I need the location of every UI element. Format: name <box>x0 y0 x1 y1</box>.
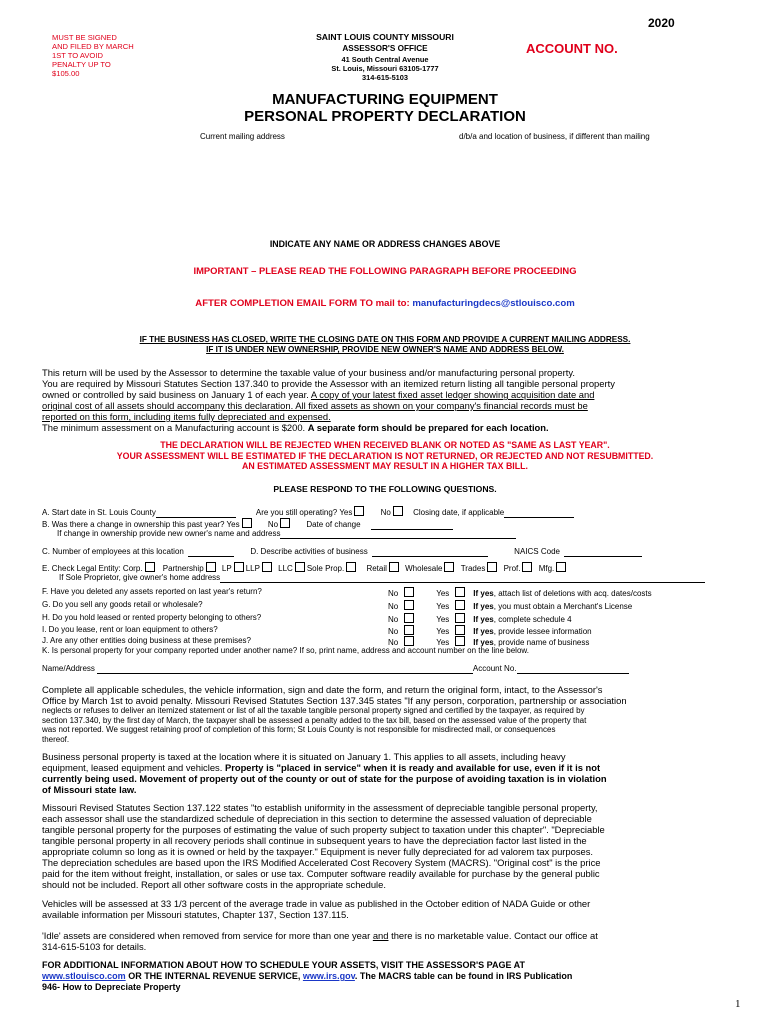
important-notice: IMPORTANT – PLEASE READ THE FOLLOWING PARAGRAPH BEFORE PROCEEDING <box>193 265 577 276</box>
other-name-address-field[interactable] <box>97 664 473 674</box>
question-b: B. Was there a change in ownership this past year? Yes No Date of change <box>42 518 453 530</box>
question-h-answers: No Yes If yes, complete schedule 4 <box>388 615 572 624</box>
naics-code-field[interactable] <box>564 547 642 557</box>
question-e-home-address: If Sole Proprietor, give owner's home address <box>59 573 705 583</box>
owner-home-address-field[interactable] <box>220 573 705 583</box>
g-yes-checkbox[interactable] <box>455 600 465 610</box>
mailing-address-label: Current mailing address <box>200 132 285 141</box>
entity-partnership-checkbox[interactable] <box>206 562 216 572</box>
j-yes-checkbox[interactable] <box>455 636 465 646</box>
irs-link[interactable]: www.irs.gov <box>302 971 355 981</box>
activities-field[interactable] <box>372 547 488 557</box>
stlouisco-link[interactable]: www.stlouisco.com <box>42 971 126 981</box>
question-i-answers: No Yes If yes, provide lessee information <box>388 627 592 636</box>
question-h: H. Do you hold leased or rented property belonging to others? <box>42 613 262 622</box>
additional-info-paragraph: FOR ADDITIONAL INFORMATION ABOUT HOW TO SCHEDULE YOUR ASSETS, VISIT THE ASSESSOR'S PAGE AT www.stlouisco.com OR THE INTERNAL REVENUE SERVICE, www.irs.gov. The MACRS table can be found in IRS Publication 946- How to Depreciate Property <box>42 960 573 992</box>
j-no-checkbox[interactable] <box>404 636 414 646</box>
i-yes-checkbox[interactable] <box>455 625 465 635</box>
f-yes-checkbox[interactable] <box>455 587 465 597</box>
question-b-owner: If change in ownership provide new owner's name and address <box>57 529 516 539</box>
filing-warning: MUST BE SIGNED AND FILED BY MARCH 1ST TO AVOID PENALTY UP TO $105.00 <box>52 33 134 78</box>
entity-sole-prop-checkbox[interactable] <box>346 562 356 572</box>
question-g-answers: No Yes If yes, you must obtain a Merchant's License <box>388 602 633 611</box>
employees-field[interactable] <box>188 547 234 557</box>
question-k: K. Is personal property for your company reported under another name? If so, print name, address and account number on the line below. <box>42 646 529 655</box>
type-wholesale-checkbox[interactable] <box>444 562 454 572</box>
still-operating-no-checkbox[interactable] <box>393 506 403 516</box>
intro-paragraph: This return will be used by the Assessor to determine the taxable value of your business and/or manufacturing personal property. You are required by Missouri Statutes Section 137.340 to provide the Assessor with an itemized return listing all tangible personal property owned or controlled by said business on January 1 of each year. A copy of your latest fixed asset ledger showing acquisition date and original cost of all assets should accompany this declaration. All fixed assets as shown on your company's financial records must be reported on this form, including items fully depreciated and expensed. The minimum assessment on a Manufacturing account is $200. A separate form should be prepared for each location. <box>42 367 615 433</box>
question-i: I. Do you lease, rent or loan equipment to others? <box>42 625 218 634</box>
i-no-checkbox[interactable] <box>404 625 414 635</box>
closed-business-notice: IF THE BUSINESS HAS CLOSED, WRITE THE CLOSING DATE ON THIS FORM AND PROVIDE A CURRENT MAILING ADDRESS. IF IT IS UNDER NEW OWNERSHIP, PROVIDE NEW OWNER'S NAME AND ADDRESS BELOW. <box>139 335 631 354</box>
name-changes-notice: INDICATE ANY NAME OR ADDRESS CHANGES ABOVE <box>269 239 501 249</box>
ownership-change-yes-checkbox[interactable] <box>242 518 252 528</box>
question-j-answers: No Yes If yes, provide name of business <box>388 638 590 647</box>
h-yes-checkbox[interactable] <box>455 613 465 623</box>
dba-address-area[interactable] <box>459 146 739 234</box>
assessor-office-block: SAINT LOUIS COUNTY MISSOURI ASSESSOR'S OFFICE 41 South Central Avenue St. Louis, Missouri 63105-1777 314-615-5103 <box>316 32 454 82</box>
email-link[interactable]: manufacturingdecs@stlouisco.com <box>412 298 575 309</box>
entity-corp-checkbox[interactable] <box>145 562 155 572</box>
other-account-no-field[interactable] <box>517 664 629 674</box>
type-prof-checkbox[interactable] <box>522 562 532 572</box>
closing-date-field[interactable] <box>504 508 574 518</box>
other-name-row: Name/Address Account No. <box>42 664 629 674</box>
start-date-field[interactable] <box>156 508 236 518</box>
entity-llc-checkbox[interactable] <box>295 562 305 572</box>
page-title: MANUFACTURING EQUIPMENT PERSONAL PROPERTY DECLARATION <box>244 91 526 125</box>
questions-heading: PLEASE RESPOND TO THE FOLLOWING QUESTIONS. <box>273 484 497 494</box>
type-retail-checkbox[interactable] <box>389 562 399 572</box>
question-j: J. Are any other entities doing business at these premises? <box>42 636 252 645</box>
page-number: 1 <box>735 998 741 1010</box>
mailing-address-area[interactable] <box>200 146 440 234</box>
g-no-checkbox[interactable] <box>404 600 414 610</box>
taxation-paragraph: Business personal property is taxed at the location where it is situated on January 1. This applies to all assets, including heavy equipment, leased equipment and vehicles. Property is "placed in service" when it is ready and available for use, even if it is not currently being used. Movement of property out of the county or out of state for the purpose of avoiding taxation is in violation of Missouri state law. <box>42 751 607 795</box>
type-trades-checkbox[interactable] <box>487 562 497 572</box>
entity-lp-checkbox[interactable] <box>234 562 244 572</box>
f-no-checkbox[interactable] <box>404 587 414 597</box>
depreciation-paragraph: Missouri Revised Statutes Section 137.122 states "to establish uniformity in the assessment of depreciable tangible personal property, each assessor shall use the standardized schedule of depreciation in this section to determine the assessed valuation of depreciable tangible personal property for the purposes of estimating the value of such property subject to taxation under this chapter". "Depreciable tangible personal property in all recovery periods shall continue in subsequent years to have the depreciation factor last listed in the appropriate column so long as it is owned or held by the taxpayer." Equipment is never fully depreciated for ad valorem tax purposes. The depreciation schedules are based upon the IRS Modified Accelerated Cost Recovery System (MACRS). "Original cost" is the price paid for the item without freight, installation, or sales or use tax. Computer software readily available for purchase by the general public should not be included. Report all other software costs in the appropriate schedule. <box>42 802 605 890</box>
vehicles-paragraph: Vehicles will be assessed at 33 1/3 percent of the average trade in value as published in the October edition of NADA Guide or other available information per Missouri statutes, Chapter 137, Section 137.115. <box>42 898 591 920</box>
complete-paragraph: Complete all applicable schedules, the vehicle information, sign and date the form, and return the original form, intact, to the Assessor's Office by March 1st to avoid penalty. Missouri Revised Statutes Section 137.345 states "If any person, corporation, partnership or association neglects or refuses to deliver an itemized statement or list of all the taxable tangible personal property signed and certified by the taxpayer, as required by section 137.340, by the first day of March, the taxpayer shall be assessed a penalty added to the tax bill, based on the assessed value of the property that was not reported. We suggest retaining proof of completion of this form; St Louis County is not responsible for misdirected mail, or consequences thereof. <box>42 684 627 744</box>
form-year: 2020 <box>648 16 675 30</box>
question-g: G. Do you sell any goods retail or wholesale? <box>42 600 203 609</box>
idle-assets-paragraph: 'Idle' assets are considered when removed from service for more than one year and there is no marketable value. Contact our office at 314-615-5103 for details. <box>42 930 598 952</box>
question-f: F. Have you deleted any assets reported on last year's return? <box>42 587 262 596</box>
question-f-answers: No Yes If yes, attach list of deletions with acq. dates/costs <box>388 589 652 598</box>
question-e: E. Check Legal Entity: Corp. Partnership LP LLP LLC Sole Prop. Retail Wholesale Trades Prof. Mfg. <box>42 562 568 574</box>
type-mfg-checkbox[interactable] <box>556 562 566 572</box>
rejection-warning: THE DECLARATION WILL BE REJECTED WHEN RECEIVED BLANK OR NOTED AS "SAME AS LAST YEAR". YOUR ASSESSMENT WILL BE ESTIMATED IF THE DECLARATION IS NOT RETURNED, OR REJECTED AND NOT RESUBMITTED. AN ESTIMATED ASSESSMENT MAY RESULT IN A HIGHER TAX BILL. <box>116 440 654 471</box>
still-operating-yes-checkbox[interactable] <box>354 506 364 516</box>
new-owner-field[interactable] <box>280 529 516 539</box>
question-a: A. Start date in St. Louis County Are you still operating? Yes No Closing date, if applicable <box>42 506 574 518</box>
account-number-label: ACCOUNT NO. <box>526 41 618 56</box>
question-c-d: C. Number of employees at this location D. Describe activities of business NAICS Code <box>42 547 642 557</box>
h-no-checkbox[interactable] <box>404 613 414 623</box>
dba-label: d/b/a and location of business, if different than mailing <box>459 132 650 141</box>
ownership-change-no-checkbox[interactable] <box>280 518 290 528</box>
email-instructions: AFTER COMPLETION EMAIL FORM TO mail to: manufacturingdecs@stlouisco.com <box>195 298 575 309</box>
entity-llp-checkbox[interactable] <box>262 562 272 572</box>
